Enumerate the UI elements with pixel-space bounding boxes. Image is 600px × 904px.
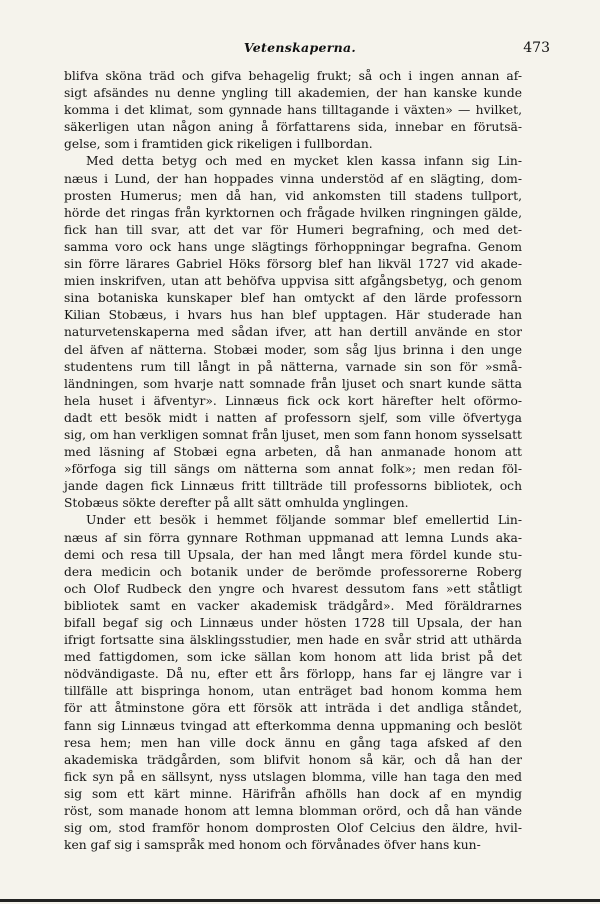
text-line: »förfoga sig till sängs om nätterna som annat folk»; men redan föl-	[64, 462, 522, 477]
text-line: sin förre lärares Gabriel Höks försorg blef han likväl 1727 vid akade-	[64, 257, 522, 272]
text-line: dera medicin och botanik under de berömde professorerne Roberg	[64, 564, 522, 579]
text-line: för att åtminstone göra ett försök att inträda i det andliga ståndet,	[64, 701, 522, 716]
text-line: komma i det klimat, som gynnade hans tilltagande i växten» — hvilket,	[64, 103, 522, 118]
text-line: nödvändigaste. Då nu, efter ett års förlopp, hans far ej längre var i	[64, 667, 522, 682]
page-number: 473	[523, 40, 550, 56]
text-line: resa hem; men han ville dock ännu en gång taga afsked af den	[64, 735, 522, 750]
text-line: fick han till svar, att det var för Humeri begrafning, och med det-	[64, 222, 522, 237]
text-line: Under ett besök i hemmet följande sommar blef emellertid Lin-	[86, 513, 522, 528]
running-title: Vetenskaperna.	[243, 40, 357, 55]
text-line: fann sig Linnæus tvingad att efterkomma denna uppmaning och beslöt	[64, 718, 522, 733]
page-header	[0, 38, 600, 60]
text-line: gelse, som i framtiden gick rikeligen i fullbordan.	[64, 137, 373, 152]
text-line: samma voro ock hans unge slägtings förhoppningar begrafna. Genom	[64, 239, 522, 254]
text-line: Kilian Stobæus, i hvars hus han blef upptagen. Här studerade han	[64, 308, 522, 323]
text-line: ländningen, som hvarje natt somnade från ljuset och snart kunde sätta	[64, 376, 522, 391]
text-line: sina botaniska kunskaper blef han omtyckt af den lärde professorn	[64, 291, 522, 306]
text-line: sig, om han verkligen somnat från ljuset, men som fann honom sysselsatt	[64, 427, 522, 442]
text-line: ken gaf sig i samspråk med honom och förvånades öfver hans kun-	[64, 838, 481, 853]
text-line: jande dagen fick Linnæus fritt tillträde till professorns bibliotek, och	[64, 479, 522, 494]
text-line: blifva sköna träd och gifva behagelig frukt; så och i ingen annan af-	[64, 69, 522, 83]
text-line: röst, som manade honom att lemna blomman orörd, och då han vände	[64, 804, 522, 819]
page-bottom-rule	[0, 899, 600, 902]
text-line: ifrigt fortsatte sina älsklingsstudier, men hade en svår strid att uthärda	[64, 633, 522, 648]
text-line: dadt ett besök midt i natten af professorn sjelf, som ville öfvertyga	[64, 410, 522, 425]
text-line: säkerligen utan någon aning å författarens sida, innebar en förutsä-	[64, 120, 522, 135]
text-line: Med detta betyg och med en mycket klen kassa infann sig Lin-	[86, 154, 522, 169]
text-line: sig om, stod framför honom domprosten Olof Celcius den äldre, hvil-	[64, 821, 522, 836]
text-line: fick syn på en sällsynt, nyss utslagen blomma, ville han taga den med	[64, 769, 522, 784]
text-line: næus af sin förra gynnare Rothman uppmanad att lemna Lunds aka-	[64, 530, 522, 545]
body-text	[64, 68, 522, 854]
text-line: tillfälle att bispringa honom, utan enträget bad honom komma hem	[64, 684, 522, 699]
text-line: studentens rum till långt in på nätterna, varnade sin son för »små-	[64, 359, 522, 374]
text-line: bibliotek samt en vacker akademisk trädgård». Med föräldrarnes	[64, 598, 522, 613]
text-line: prosten Humerus; men då han, vid ankomsten till stadens tullport,	[64, 188, 522, 203]
text-line: Stobæus sökte derefter på allt sätt omhulda ynglingen.	[64, 496, 409, 511]
text-line: næus i Lund, der han hoppades vinna understöd af en slägting, dom-	[64, 171, 522, 186]
text-line: akademiska trädgården, som blifvit honom så kär, och då han der	[64, 752, 522, 767]
text-line: bifall begaf sig och Linnæus under hösten 1728 till Upsala, der han	[64, 616, 522, 630]
text-line: sig som ett kärt minne. Härifrån afhölls han dock af en myndig	[64, 786, 522, 801]
text-line: med fattigdomen, som icke sällan kom honom att lida brist på det	[64, 650, 522, 665]
text-line: med läsning af Stobæi egna arbeten, då han anmanade honom att	[64, 445, 522, 460]
text-line: demi och resa till Upsala, der han med långt mera fördel kunde stu-	[64, 547, 522, 562]
text-line: och Olof Rudbeck den yngre och hvarest dessutom fans »ett ståtligt	[64, 581, 522, 596]
text-line: sigt afsändes nu denne yngling till akademien, der han kanske kunde	[64, 86, 522, 101]
text-line: del äfven af nätterna. Stobæi moder, som såg ljus brinna i den unge	[64, 342, 522, 357]
text-line: hörde det ringas från kyrktornen och frågade hvilken ringningen gälde,	[64, 205, 522, 220]
text-line: naturvetenskaperna med sådan ifver, att han dertill använde en stor	[64, 325, 522, 340]
text-line: mien inskrifven, utan att behöfva uppvisa sitt afgångsbetyg, och genom	[64, 274, 522, 289]
text-line: hela huset i äfventyr». Linnæus fick ock kort härefter helt oförmo-	[64, 393, 522, 408]
